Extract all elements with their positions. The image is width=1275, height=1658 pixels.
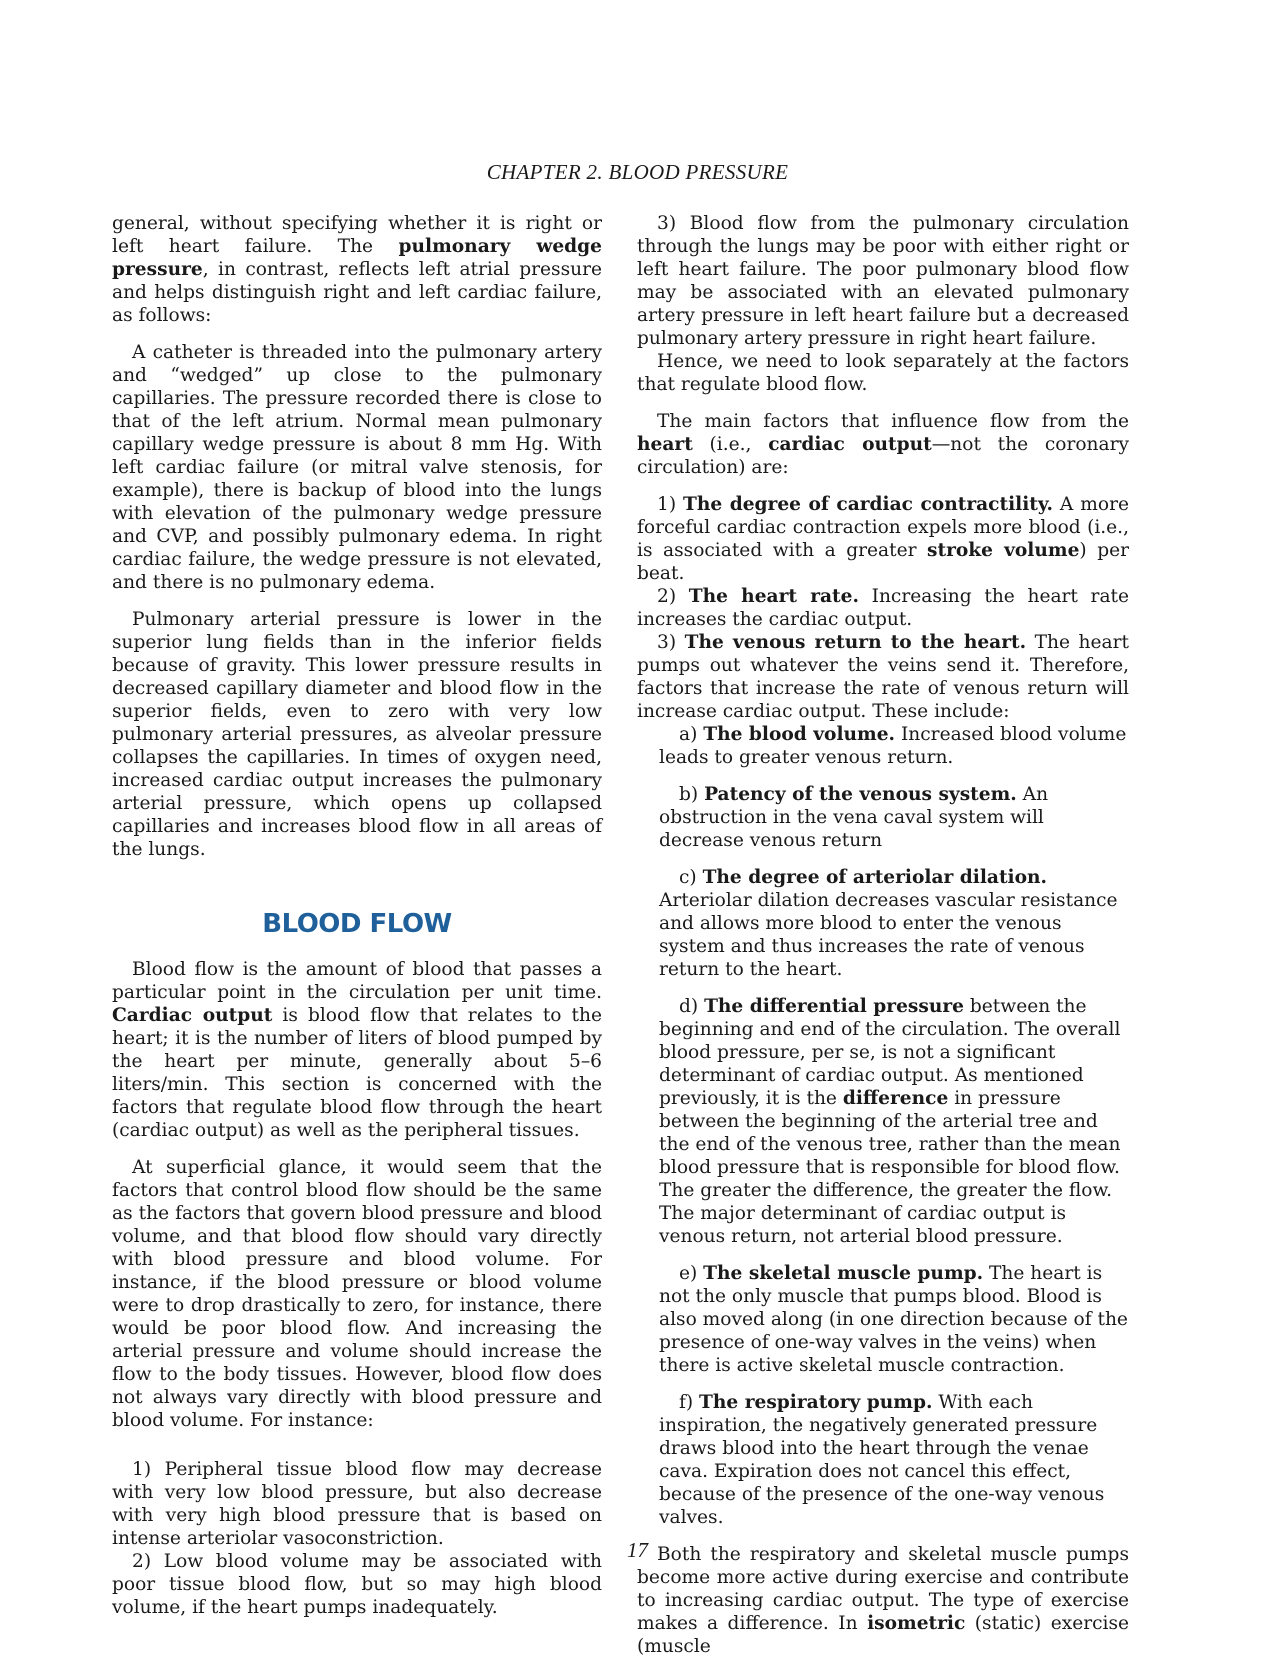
sub-item: b) Patency of the venous system. An obstruction in the vena caval system will decrease venous return: [659, 784, 1049, 851]
paragraph: general, without specifying whether it is right or left heart failure. The pulmonary wedge pressure, in contrast, reflects left atrial pressure and helps distinguish right and left cardiac failure, as follows:: [112, 213, 603, 326]
page-number: 17: [627, 1538, 648, 1562]
paragraph: A catheter is threaded into the pulmonary artery and “wedged” up close to the pulmonary capillaries. The pressure recorded there is close to that of the left atrium. Normal mean pulmonary capillary wedge pressure is about 8 mm Hg. With left cardiac failure (or mitral valve stenosis, for example), there is backup of blood into the lungs with elevation of the pulmonary wedge pressure and CVP, and possibly pulmonary edema. In right cardiac failure, the wedge pressure is not elevated, and there is no pulmonary edema.: [112, 342, 602, 593]
factor-item: 2) The heart rate. Increasing the heart rate increases the cardiac output.: [637, 586, 1130, 630]
factor-item: 1) The degree of cardiac contractility. A more forceful cardiac contraction expels more blood (i.e., is associated with a greater stroke volume) per beat.: [637, 494, 1130, 584]
factor-item: 3) The venous return to the heart. The heart pumps out whatever the veins send it. Therefore, factors that increase the rate of venous return will increase cardiac output. These include:: [637, 632, 1129, 722]
sub-item: e) The skeletal muscle pump. The heart is not the only muscle that pumps blood. Blood is also moved along (in one direction because of the presence of one-way valves in the veins) when there is active skeletal muscle contraction.: [659, 1263, 1128, 1376]
sub-item: d) The differential pressure between the beginning and end of the circulation. The overall blood pressure, per se, is not a significant determinant of cardiac output. As mentioned previously, it is the difference in pressure between the beginning of the arterial tree and the end of the venous tree, rather than the mean blood pressure that is responsible for blood flow. The greater the difference, the greater the flow. The major determinant of cardiac output is venous return, not arterial blood pressure.: [659, 996, 1121, 1247]
paragraph: At superficial glance, it would seem that the factors that control blood flow should be the same as the factors that govern blood pressure and blood volume, and that blood flow should vary directly with blood pressure and blood volume. For instance, if the blood pressure or blood volume were to drop drastically to zero, for instance, there would be poor blood flow. And increasing the arterial pressure and volume should increase the flow to the body tissues. However, blood flow does not always vary directly with blood pressure and blood volume. For instance:: [112, 1157, 602, 1431]
list-item: 1) Peripheral tissue blood flow may decrease with very low blood pressure, but also decrease with very high blood pressure that is based on intense arteriolar vasoconstriction.: [112, 1459, 602, 1549]
sub-item: f) The respiratory pump. With each inspiration, the negatively generated pressure draws blood into the heart through the venae cava. Expiration does not cancel this effect, because of the presence of the one-way venous valves.: [659, 1392, 1105, 1528]
paragraph: Both the respiratory and skeletal muscle pumps become more active during exercise and contribute to increasing cardiac output. The type of exercise makes a difference. In isometric (static) exercise (muscle: [637, 1544, 1129, 1657]
paragraph: Pulmonary arterial pressure is lower in the superior lung fields than in the inferior fields because of gravity. This lower pressure results in decreased capillary diameter and blood flow in the superior fields, even to zero with very low pulmonary arterial pressures, as alveolar pressure collapses the capillaries. In times of oxygen need, increased cardiac output increases the pulmonary arterial pressure, which opens up collapsed capillaries and increases blood flow in all areas of the lungs.: [112, 609, 602, 860]
left-column: [112, 212, 602, 1619]
section-heading: BLOOD FLOW: [262, 909, 452, 939]
paragraph: The main factors that influence flow from the heart (i.e., cardiac output—not the coronary circulation) are:: [637, 411, 1129, 478]
running-head: CHAPTER 2. BLOOD PRESSURE: [486, 160, 789, 184]
right-column: [637, 212, 1129, 1658]
sub-item: c) The degree of arteriolar dilation. Arteriolar dilation decreases vascular resistance and allows more blood to enter the venous system and thus increases the rate of venous return to the heart.: [659, 867, 1118, 980]
sub-item: a) The blood volume. Increased blood volume leads to greater venous return.: [659, 724, 1127, 768]
paragraph: Hence, we need to look separately at the factors that regulate blood flow.: [637, 351, 1129, 395]
list-item: 3) Blood flow from the pulmonary circulation through the lungs may be poor with either right or left heart failure. The poor pulmonary blood flow may be associated with an elevated pulmonary artery pressure in left heart failure but a decreased pulmonary artery pressure in right heart failure.: [637, 213, 1129, 349]
paragraph: Blood flow is the amount of blood that passes a particular point in the circulation per unit time. Cardiac output is blood flow that relates to the heart; it is the number of liters of blood pumped by the heart per minute, generally about 5–6 liters/min. This section is concerned with the factors that regulate blood flow through the heart (cardiac output) as well as the peripheral tissues.: [112, 959, 602, 1141]
list-item: 2) Low blood volume may be associated with poor tissue blood flow, but so may high blood volume, if the heart pumps inadequately.: [112, 1551, 602, 1618]
